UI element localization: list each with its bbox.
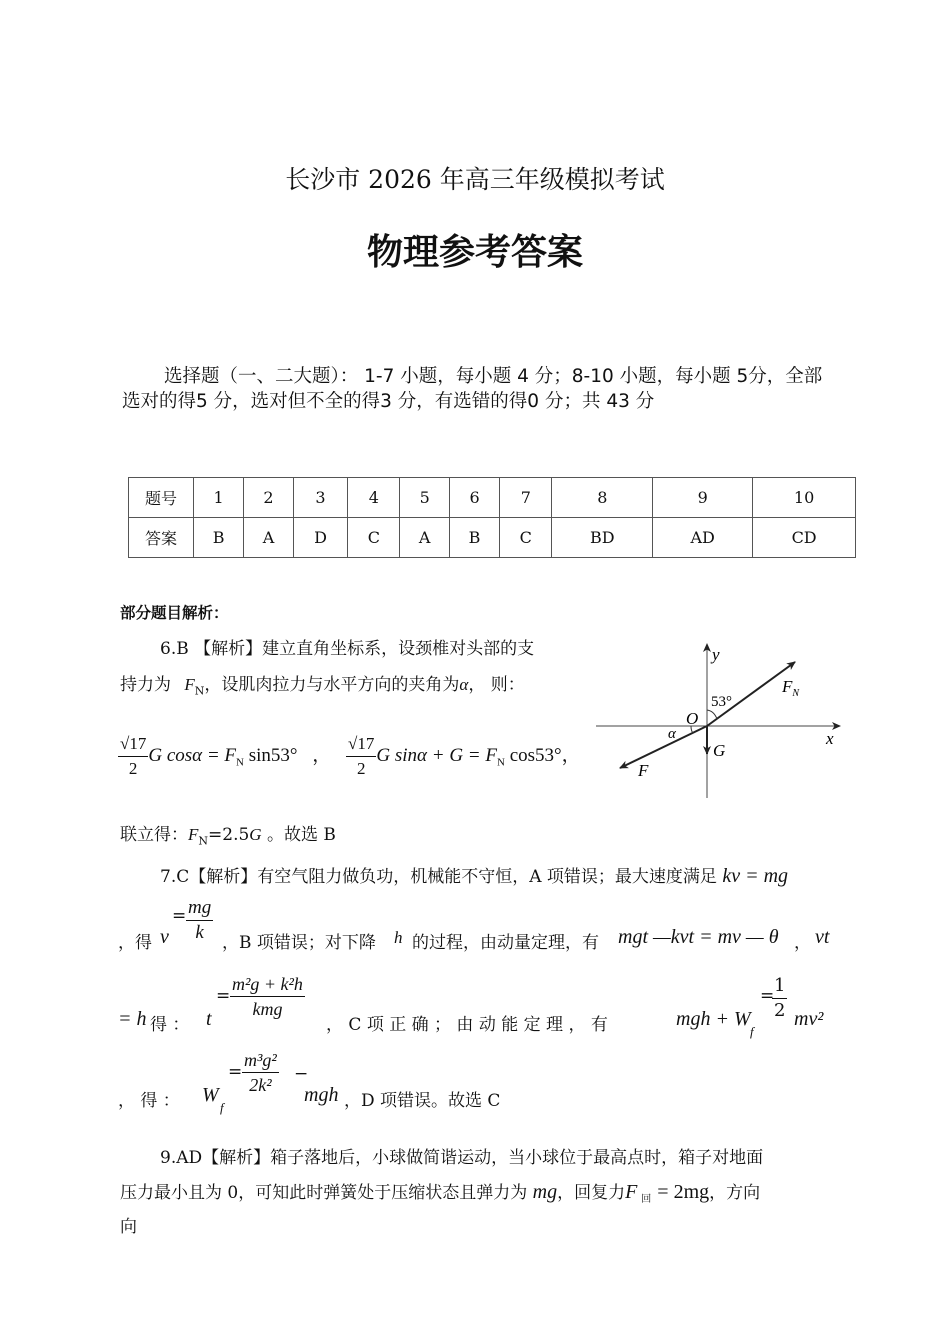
section-title: 部分题目解析：: [120, 604, 229, 622]
eq2-end: cos53°: [504, 744, 562, 766]
frac-num: m³g²: [242, 1048, 279, 1073]
q7-text: ，D 项错误。故选 C: [344, 1091, 501, 1111]
answer-cell: B: [194, 518, 244, 558]
question-number: 10: [753, 478, 856, 518]
page-title: 物理参考答案: [366, 232, 583, 273]
result-value: =2.5: [208, 825, 250, 845]
q7-frac-t: [230, 972, 305, 1021]
result-choice: 。故选 B: [261, 825, 336, 845]
q6-alpha: α: [459, 675, 469, 694]
eq2-sub: N: [496, 756, 505, 769]
y-axis-label: y: [712, 645, 720, 664]
question-number: 1: [194, 478, 244, 518]
result-fn-sub: N: [198, 834, 209, 848]
fn-label: [781, 677, 800, 699]
f-vector: [620, 726, 707, 768]
scoring-intro: 选择题（一、二大题）： 1-7 小题，每小题 4 分；8-10 小题，每小题 5分，全部选对的得5 分，选对但不全的得3 分，有选错的得0 分；共 43 分: [122, 366, 823, 412]
q7-eqsign: =: [216, 986, 231, 1006]
q7-h: h: [394, 928, 403, 947]
answer-table: [128, 477, 856, 558]
fn-label-main: F: [782, 677, 793, 696]
angle-53-label: 53°: [711, 694, 732, 710]
answer-cell: B: [449, 518, 499, 558]
q9-line2: [120, 1178, 760, 1205]
q7-eq-kv: kv = mg: [722, 865, 789, 887]
frac-num: m²g + k²h: [230, 972, 305, 997]
q7-text: 7.C【解析】有空气阻力做负功，机械能不守恒，A 项错误；最大速度满足: [160, 867, 717, 887]
question-number: 9: [653, 478, 753, 518]
answer-cell: C: [348, 518, 400, 558]
q7-text: ， C 项 正 确 ； 由 动 能 定 理 ， 有: [326, 1015, 608, 1035]
q7-line1: [160, 862, 788, 888]
answer-cell: D: [293, 518, 347, 558]
q7-momentum-eq: mgt —kvt = mv — θ: [618, 926, 779, 948]
q7-eqsign: =: [172, 906, 187, 926]
eq1-end: sin53°: [244, 744, 298, 766]
f-label: F: [638, 761, 649, 780]
q7-text: ，得: [118, 933, 152, 953]
q6-text: ， 则：: [468, 675, 525, 695]
q9-line3: 向: [120, 1217, 137, 1237]
q7-wf-sub: f: [220, 1100, 224, 1115]
frac-den: k: [195, 922, 204, 943]
q6-line1: 6.B 【解析】建立直角坐标系，设颈椎对头部的支: [160, 639, 535, 659]
eq2-numerator: √17: [346, 732, 376, 757]
q7-frac-v: [186, 896, 213, 945]
frac-den: kmg: [252, 999, 283, 1019]
x-axis-label: x: [826, 729, 834, 748]
q9-mg: mg: [532, 1181, 558, 1203]
angle-arc-53: [707, 710, 717, 719]
q9-text: 压力最小且为 0，可知此时弹簧处于压缩状态且弹力为: [120, 1183, 528, 1203]
answer-cell: C: [500, 518, 552, 558]
row-label-answer: 答案: [129, 518, 194, 558]
eq2-body: G sinα + G = F: [376, 744, 497, 766]
question-number: 3: [293, 478, 347, 518]
question-number: 6: [449, 478, 499, 518]
q9-text: ，回复力: [557, 1183, 626, 1203]
frac-num: mg: [186, 896, 213, 921]
q7-mgh: mgh: [304, 1084, 339, 1106]
force-diagram: [590, 640, 850, 805]
question-number: 2: [244, 478, 293, 518]
fn-label-sub: N: [792, 688, 800, 699]
alpha-label: α: [668, 726, 676, 742]
answer-cell: A: [244, 518, 293, 558]
eq1-fraction: [118, 732, 148, 781]
question-number: 7: [500, 478, 552, 518]
frac-den: 2: [774, 1000, 786, 1021]
q7-text: ， 得 ：: [118, 1091, 180, 1111]
q7-minus: −: [294, 1064, 309, 1084]
eq1-sub: N: [236, 756, 244, 769]
q9-f: F: [625, 1181, 638, 1203]
q7-eqsign: =: [228, 1062, 243, 1082]
q7-text: 的过程，由动量定理，有: [412, 933, 599, 953]
eq2-fraction: [346, 732, 376, 781]
result-label: 联立得：: [120, 825, 188, 845]
q7-frac-wf: [242, 1048, 279, 1097]
q6-text: 持力为: [120, 675, 171, 695]
question-number: 8: [552, 478, 653, 518]
q7-v: v: [160, 926, 169, 948]
result-g: G: [249, 825, 262, 844]
row-label-number: 题号: [129, 478, 194, 518]
answer-cell: AD: [653, 518, 753, 558]
q7-comma: ，: [794, 933, 811, 953]
q9-text: ，方向: [709, 1183, 761, 1203]
result-fn: F: [188, 825, 199, 844]
q6-line2: [120, 670, 525, 697]
q7-eqsign: =: [760, 986, 775, 1006]
origin-label: O: [686, 709, 699, 728]
table-row-numbers: [129, 478, 856, 518]
eq2-tail: ，: [561, 744, 581, 766]
q7-eq-h: = h: [118, 1008, 147, 1030]
q7-wf-sub: f: [750, 1024, 754, 1039]
q9-f-sub: 回: [641, 1194, 652, 1206]
table-row-answers: [129, 518, 856, 558]
q7-wf: W: [202, 1084, 219, 1106]
answer-cell: CD: [753, 518, 856, 558]
frac-num: 1: [772, 974, 787, 999]
q7-mv2: mv²: [794, 1008, 824, 1030]
q9-line1: 9.AD【解析】箱子落地后，小球做简谐运动，当小球位于最高点时，箱子对地面: [160, 1148, 764, 1168]
q6-fn-symbol: F: [184, 675, 195, 694]
q7-vt: vt: [815, 926, 830, 948]
answer-cell: A: [400, 518, 449, 558]
eq1-numerator: √17: [118, 732, 148, 757]
q7-text: 得 ：: [150, 1015, 190, 1035]
question-number: 4: [348, 478, 400, 518]
answer-cell: BD: [552, 518, 653, 558]
q7-frac-half: [772, 974, 787, 1023]
g-label: G: [713, 741, 726, 760]
exam-subtitle: 长沙市 2026 年高三年级模拟考试: [285, 165, 665, 194]
eq2-denominator: 2: [356, 759, 366, 778]
frac-den: 2k²: [249, 1075, 272, 1095]
q6-equations: [118, 732, 581, 781]
q9-eq: = 2mg: [657, 1181, 710, 1203]
question-number: 5: [400, 478, 449, 518]
eq-separator: ，: [312, 744, 332, 766]
q7-text: ，B 项错误；对下降: [222, 933, 376, 953]
eq1-denominator: 2: [128, 759, 138, 778]
eq1-body: G cosα = F: [148, 744, 237, 766]
q6-result: [120, 820, 336, 847]
q6-fn-sub: N: [194, 684, 205, 698]
q6-text: ，设肌肉拉力与水平方向的夹角为: [204, 675, 460, 695]
q7-energy-eq: mgh + W: [676, 1008, 751, 1030]
q7-t: t: [206, 1008, 212, 1030]
